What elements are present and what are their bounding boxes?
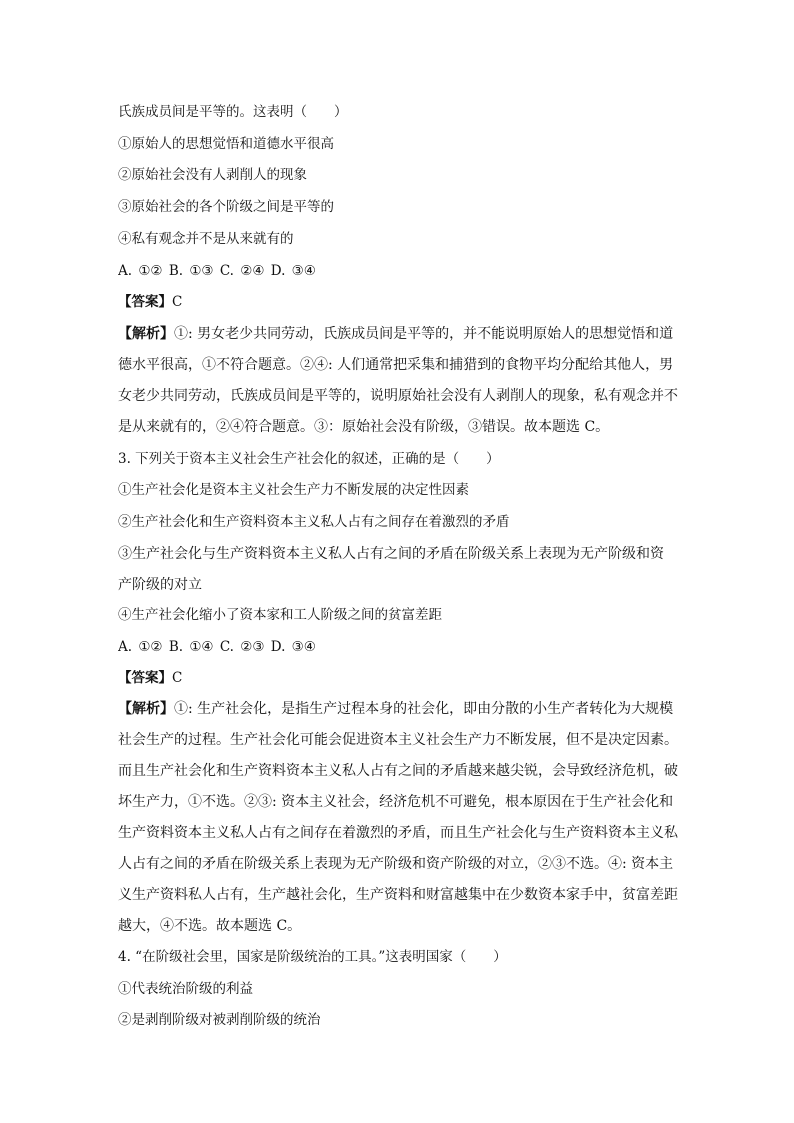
question-2-analysis-line-3: 女老少共同劳动，氏族成员间是平等的，说明原始社会没有人剥削人的现象，私有观念并不 (118, 388, 678, 404)
analysis-label: 【解析】 (118, 701, 174, 717)
question-2-statement-2: ②原始社会没有人剥削人的现象 (118, 167, 307, 183)
answer-label: 【答案】 (118, 670, 172, 686)
question-3-answer: 【答案】C (118, 670, 183, 686)
question-2-statement-4: ④私有观念并不是从来就有的 (118, 231, 294, 247)
question-3-stem: 3. 下列关于资本主义社会生产社会化的叙述，正确的是（ ） (118, 451, 500, 467)
question-3-options: A. ①② B. ①④ C. ②③ D. ③④ (118, 639, 316, 655)
question-3-statement-4: ④生产社会化缩小了资本家和工人阶级之间的贫富差距 (118, 607, 442, 623)
question-3-analysis-line-3: 而且生产社会化和生产资料资本主义私人占有之间的矛盾越来越尖锐，会导致经济危机，破 (118, 763, 678, 779)
question-2-analysis-line-2: 德水平很高，①不符合题意。②④: 人们通常把采集和捕猎到的食物平均分配给其他人，男 (118, 357, 674, 373)
question-2-statement-1: ①原始人的思想觉悟和道德水平很高 (118, 136, 334, 152)
answer-label: 【答案】 (118, 294, 172, 310)
question-3-analysis-line-7: 义生产资料私人占有，生产越社会化，生产资料和财富越集中在少数资本家手中，贫富差距 (118, 887, 678, 903)
analysis-label: 【解析】 (118, 326, 174, 342)
question-3-statement-2: ②生产社会化和生产资料资本主义私人占有之间存在着激烈的矛盾 (118, 514, 510, 530)
question-3-statement-3: ③生产社会化与生产资料资本主义私人占有之间的矛盾在阶级关系上表现为无产阶级和资 (118, 546, 664, 562)
question-2-answer: 【答案】C (118, 294, 183, 310)
question-2-analysis-line-1: 【解析】①: 男女老少共同劳动，氏族成员间是平等的，并不能说明原始人的思想觉悟和道 (118, 326, 674, 342)
question-4-stem: 4. “在阶级社会里，国家是阶级统治的工具。”这表明国家（ ） (118, 949, 507, 965)
question-3-statement-1: ①生产社会化是资本主义社会生产力不断发展的决定性因素 (118, 482, 469, 498)
question-3-analysis-line-8: 越大，④不选。故本题选 C。 (118, 918, 302, 934)
question-4-statement-1: ①代表统治阶级的利益 (118, 981, 253, 997)
question-3-analysis-line-6: 人占有之间的矛盾在阶级关系上表现为无产阶级和资产阶级的对立，②③不选。④: 资本主 (118, 856, 674, 872)
question-2-analysis-line-4: 是从来就有的，②④符合题意。③：原始社会没有阶级，③错误。故本题选 C。 (118, 419, 610, 435)
question-3-statement-3-cont: 产阶级的对立 (118, 577, 202, 593)
question-3-analysis-line-1: 【解析】①: 生产社会化，是指生产过程本身的社会化，即由分散的小生产者转化为大规模 (118, 701, 674, 717)
question-2-stem-end: 氏族成员间是平等的。这表明（ ） (118, 104, 348, 120)
question-4-statement-2: ②是剥削阶级对被剥削阶级的统治 (118, 1012, 321, 1028)
question-3-analysis-line-2: 社会生产的过程。生产社会化可能会促进资本主义社会生产力不断发展，但不是决定因素。 (118, 732, 678, 748)
question-2-statement-3: ③原始社会的各个阶级之间是平等的 (118, 199, 334, 215)
question-3-analysis-line-4: 坏生产力，①不选。②③: 资本主义社会，经济危机不可避免，根本原因在于生产社会化和 (118, 794, 674, 810)
question-3-analysis-line-5: 生产资料资本主义私人占有之间存在着激烈的矛盾，而且生产社会化与生产资料资本主义私 (118, 825, 678, 841)
question-2-options: A. ①② B. ①③ C. ②④ D. ③④ (118, 263, 316, 279)
